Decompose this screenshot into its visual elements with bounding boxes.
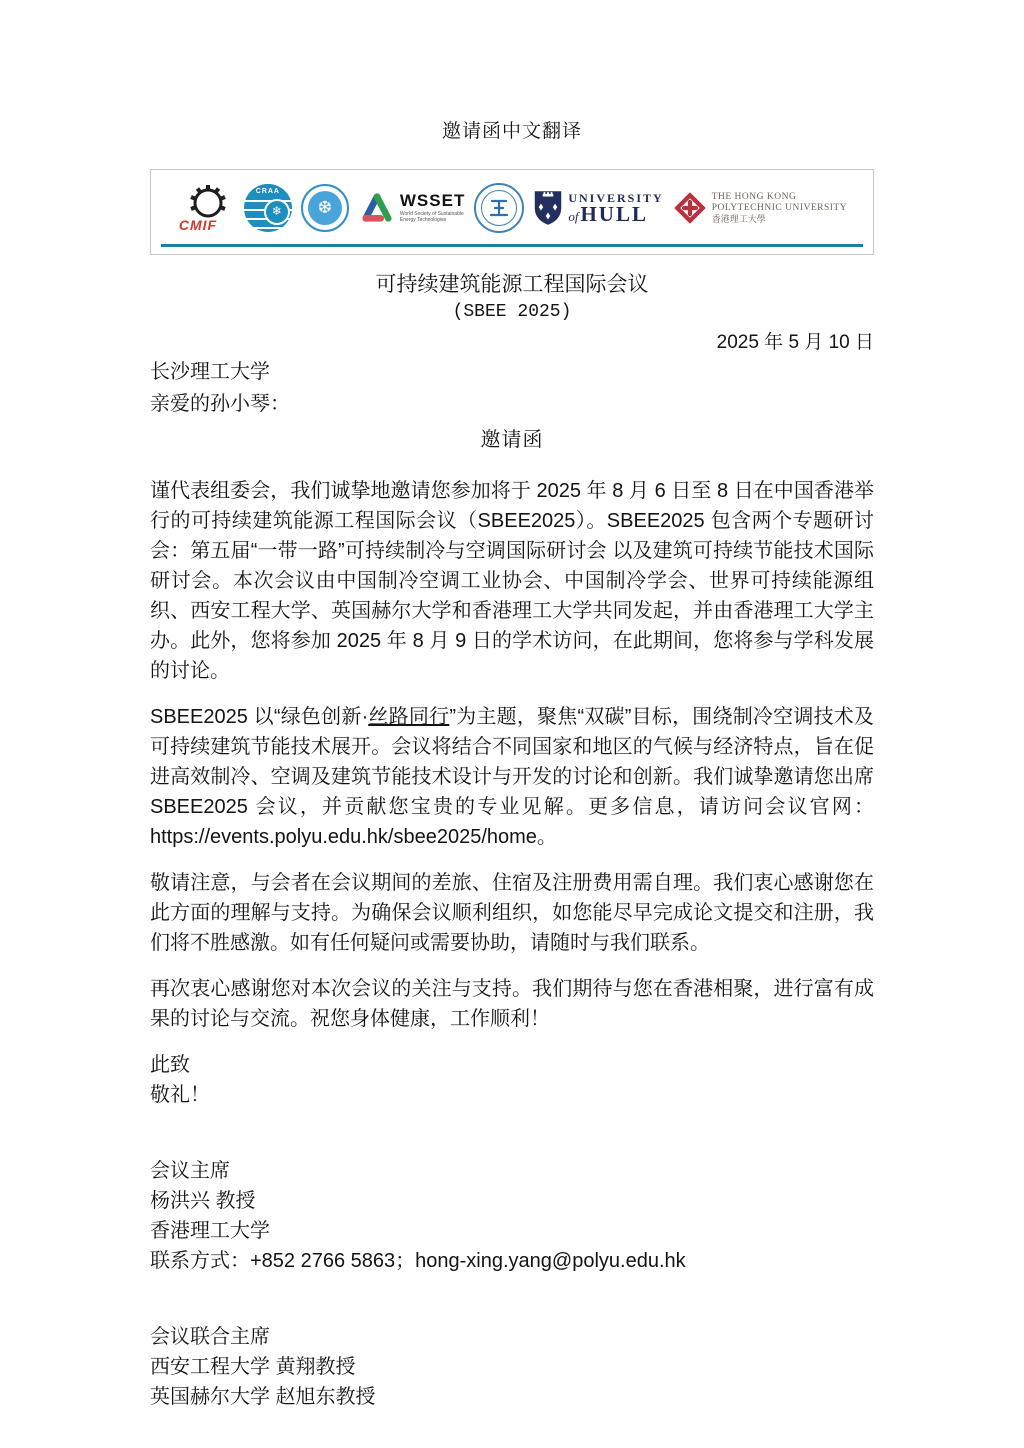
spacer (150, 1110, 874, 1140)
cmif-label: CMIF (178, 217, 218, 233)
polyu-knot-icon (673, 191, 707, 225)
paragraph-2-pre: SBEE2025 以“绿色创新· (150, 706, 369, 728)
polyu-text (712, 192, 847, 224)
conference-code: (SBEE 2025) (452, 302, 572, 322)
closing-block (150, 1050, 874, 1110)
letter-subject: 邀请函 (480, 429, 544, 451)
wsset-label: WSSET (399, 191, 466, 211)
polyu-logo (673, 191, 847, 225)
banner-divider (161, 244, 863, 247)
cochair-block (150, 1322, 874, 1412)
cochair-2: 英国赫尔大学 赵旭东教授 (150, 1386, 376, 1408)
hull-of-label: of (568, 208, 579, 224)
paragraph-2 (150, 702, 874, 852)
hull-name-label: HULL (580, 201, 648, 226)
polyu-line3: 香港理工大學 (711, 213, 766, 224)
wsset-text (400, 192, 465, 224)
shield-icon (533, 190, 563, 226)
polyu-line1: THE HONG KONG (711, 191, 797, 202)
wsset-subtitle-1: World Society of Sustainable (399, 210, 464, 217)
salutation: 亲爱的孙小琴： (150, 393, 290, 415)
cochair-1: 西安工程大学 黄翔教授 (150, 1356, 356, 1378)
craa-label: CRAA (244, 184, 292, 200)
paragraph-2-post: ”为主题，聚焦“双碳”目标，围绕制冷空调技术及可持续建筑节能技术展开。会议将结合不同国家和地区的气候与经济特点，旨在促进高效制冷、空调及建筑节能技术设计与开发的讨论和创新。我们诚挚邀请您出席 SBEE2025 会议，并贡献您宝贵的专业见解。更多信息，请访问会议官网：https://events.polyu.edu.hk/sbee2025/home。 (150, 706, 875, 848)
paragraph-2-underlined: 丝路同行 (368, 706, 450, 728)
closing-line-1: 此致 (150, 1054, 190, 1076)
chair-contact: 联系方式：+852 2766 5863；hong-xing.yang@polyu.edu.hk (150, 1250, 686, 1272)
letter-content (150, 0, 874, 1412)
logo-row (163, 176, 861, 240)
snowflake-icon: ❆ (308, 191, 342, 225)
triangle-icon (358, 192, 396, 224)
recipient-organization: 长沙理工大学 (150, 361, 270, 383)
cochair-heading: 会议联合主席 (150, 1326, 270, 1348)
polyu-line2: POLYTECHNIC UNIVERSITY (711, 202, 848, 213)
snowflake-icon: ❄ (264, 199, 290, 225)
spacer (150, 1276, 874, 1306)
chair-heading: 会议主席 (150, 1160, 230, 1182)
letter-date: 2025 年 5 月 10 日 (716, 332, 874, 353)
wsset-logo (358, 192, 465, 224)
hull-text (568, 192, 663, 225)
hull-university-label: UNIVERSITY (568, 190, 664, 205)
refrigeration-association-logo (301, 184, 349, 232)
conference-title: 可持续建筑能源工程国际会议 (375, 273, 649, 296)
chair-block (150, 1156, 874, 1276)
logo-banner (150, 169, 874, 255)
wsset-subtitle-2: Energy Technologies (399, 217, 447, 224)
university-of-hull-logo (533, 190, 663, 226)
chair-name: 杨洪兴 教授 (150, 1190, 256, 1212)
closing-line-2: 敬礼！ (150, 1084, 210, 1106)
paragraph-1: 谨代表组委会，我们诚挚地邀请您参加将于 2025 年 8 月 6 日至 8 日在中国香港举行的可持续建筑能源工程国际会议（SBEE2025）。SBEE2025 包含两个专题研讨会：第五届“一带一路”可持续制冷与空调国际研讨会 以及建筑可持续节能技术国际研讨会。本次会议由中国制冷空调工业协会、中国制冷学会、世界可持续能源组织、西安工程大学、英国赫尔大学和香港理工大学共同发起，并由香港理工大学主办。此外，您将参加 2025 年 8 月 9 日的学术访问，在此期间，您将参与学科发展的讨论。 (150, 480, 874, 682)
cmif-logo (177, 181, 235, 235)
chair-organization: 香港理工大学 (150, 1220, 270, 1242)
xian-polytechnic-seal (474, 183, 524, 233)
seal-emblem-icon (481, 190, 517, 226)
craa-logo (244, 184, 292, 232)
paragraph-3: 敬请注意，与会者在会议期间的差旅、住宿及注册费用需自理。我们衷心感谢您在此方面的理解与支持。为确保会议顺利组织，如您能尽早完成论文提交和注册，我们将不胜感激。如有任何疑问或需要协助，请随时与我们联系。 (150, 872, 874, 954)
paragraph-4: 再次衷心感谢您对本次会议的关注与支持。我们期待与您在香港相聚，进行富有成果的讨论与交流。祝您身体健康，工作顺利！ (150, 978, 874, 1030)
page-title: 邀请函中文翻译 (441, 121, 582, 142)
